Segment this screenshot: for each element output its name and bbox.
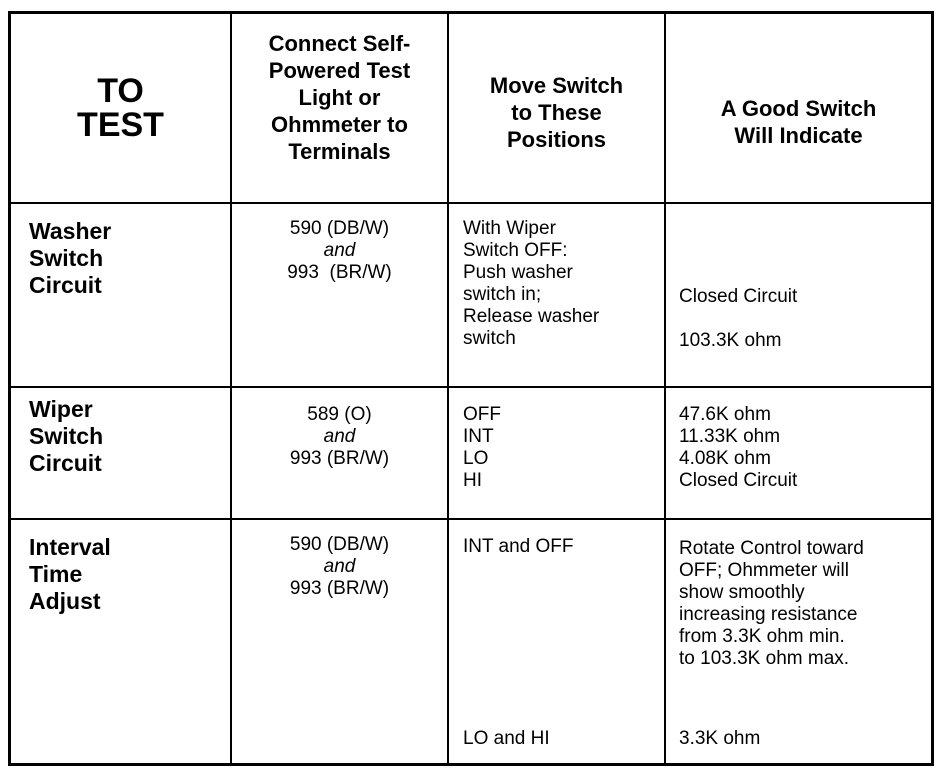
terminal-line: 589 (O) [307, 404, 372, 425]
terminal-line: 590 (DB/W) [289, 218, 390, 239]
terminal-line: 993 (BR/W) [289, 448, 390, 469]
header-line: Powered Test [268, 58, 411, 83]
row-wiper-terminals [232, 388, 447, 518]
test-label-line: Switch [29, 245, 104, 271]
position-line: Switch OFF: [463, 240, 568, 261]
row-wiper-test [11, 388, 230, 518]
indicate-line: increasing resistance [679, 604, 858, 625]
row-interval-positions [463, 520, 663, 763]
header-line: TEST [77, 106, 164, 144]
header-good-switch [666, 14, 931, 202]
indicate-line: from 3.3K ohm min. [679, 626, 845, 647]
row-interval-test [11, 520, 230, 763]
indicate-line: 103.3K ohm [679, 330, 782, 351]
row-interval-terminals [232, 520, 447, 763]
row-washer-indicate [679, 204, 929, 386]
switch-test-table [8, 11, 934, 766]
row-washer-test [11, 204, 230, 386]
position-line: INT [463, 426, 494, 447]
position-line: OFF [463, 404, 501, 425]
position-line: Push washer [463, 262, 573, 283]
row-wiper-indicate [679, 388, 929, 518]
position-line: INT and OFF [463, 536, 574, 557]
test-label-line: Washer [29, 218, 112, 244]
header-line: Positions [506, 126, 606, 152]
row-washer-terminals [232, 204, 447, 386]
terminal-and: and [323, 240, 356, 261]
indicate-line: to 103.3K ohm max. [679, 648, 850, 669]
position-line: switch [463, 328, 516, 349]
indicate-line: 4.08K ohm [679, 448, 771, 469]
header-line: A Good Switch [720, 96, 877, 121]
terminal-and: and [323, 556, 356, 577]
indicate-line: 11.33K ohm [679, 426, 781, 447]
indicate-line: Rotate Control toward [679, 538, 864, 559]
header-line: TO [97, 72, 144, 110]
position-line: With Wiper [463, 218, 556, 239]
header-move-switch [449, 14, 664, 202]
row-interval-indicate [679, 520, 931, 763]
indicate-line: 47.6K ohm [679, 404, 771, 425]
test-label-line: Time [29, 561, 83, 587]
indicate-line: 3.3K ohm [679, 728, 761, 749]
terminal-line: 590 (DB/W) [289, 534, 390, 555]
position-line: LO and HI [463, 728, 550, 749]
header-line: Light or [298, 85, 381, 110]
indicate-line: Closed Circuit [679, 470, 798, 491]
header-to-test [11, 14, 230, 202]
test-label-line: Switch [29, 423, 104, 449]
header-line: Ohmmeter to [271, 112, 408, 137]
position-line: HI [463, 470, 482, 491]
position-line: Release washer [463, 306, 600, 327]
terminal-and: and [323, 426, 356, 447]
header-line: Terminals [288, 139, 391, 164]
terminal-line: 993 (BR/W) [289, 578, 390, 599]
row-washer-positions [463, 204, 663, 386]
header-line: Will Indicate [734, 123, 863, 148]
test-label-line: Circuit [29, 272, 102, 298]
position-line: LO [463, 448, 489, 469]
test-label-line: Adjust [29, 588, 101, 614]
header-line: to These [511, 99, 602, 125]
indicate-line: Closed Circuit [679, 286, 798, 307]
indicate-line: show smoothly [679, 582, 805, 603]
header-line: Move Switch [489, 72, 624, 98]
test-label-line: Circuit [29, 450, 102, 476]
test-label-line: Interval [29, 534, 111, 560]
header-connect-terminals [232, 14, 447, 202]
terminal-line: 993 (BR/W) [287, 262, 392, 283]
row-wiper-positions [463, 388, 663, 518]
header-line: Connect Self- [268, 31, 411, 56]
indicate-line: OFF; Ohmmeter will [679, 560, 849, 581]
test-label-line: Wiper [29, 396, 93, 422]
position-line: switch in; [463, 284, 542, 305]
